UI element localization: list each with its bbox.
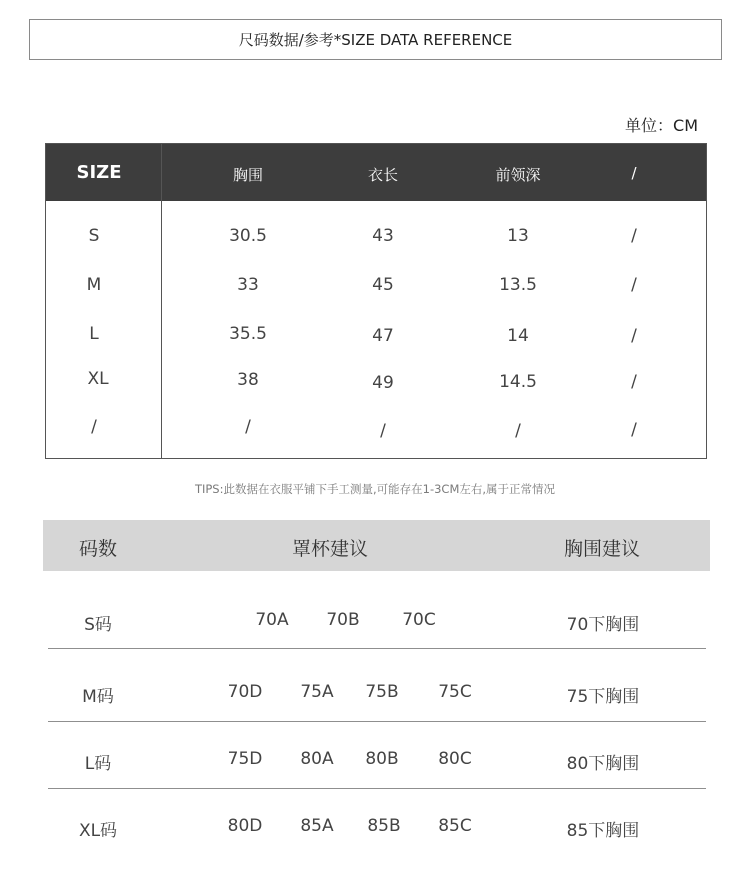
table-cell: 49 [372, 373, 394, 393]
bra-cup: 85C [438, 816, 472, 836]
header-cup-advice: 罩杯建议 [291, 538, 369, 560]
table-cell: 35.5 [229, 324, 267, 344]
page-title: 尺码数据/参考*SIZE DATA REFERENCE [238, 31, 513, 49]
bra-size: L码 [84, 754, 112, 774]
table-cell: / [245, 417, 251, 437]
table-cell: 13.5 [499, 275, 537, 295]
bra-size: XL码 [78, 821, 118, 841]
title-box [29, 19, 722, 60]
header-length: 衣长 [367, 166, 399, 184]
header-bust-advice: 胸围建议 [563, 538, 641, 560]
table-cell: / [91, 417, 97, 437]
bra-size: S码 [84, 615, 112, 635]
header-neck-depth: 前领深 [495, 166, 541, 184]
bra-cup: 75A [300, 682, 334, 702]
size-table [45, 143, 707, 459]
unit-label: 单位：CM [625, 116, 698, 135]
bra-band: 70下胸围 [566, 615, 640, 635]
table-cell: L [89, 324, 99, 344]
table-cell: / [631, 275, 637, 295]
bra-cup: 70D [227, 682, 263, 702]
row-divider [48, 648, 706, 649]
bra-cup: 75D [227, 749, 263, 769]
bra-cup: 75C [438, 682, 472, 702]
header-bust: 胸围 [232, 166, 264, 184]
table-cell: M [86, 275, 102, 295]
table-cell: 38 [237, 370, 259, 390]
bra-cup: 80D [227, 816, 263, 836]
table-cell: 14 [507, 326, 529, 346]
bra-size: M码 [82, 687, 114, 707]
table-cell: / [631, 420, 637, 440]
table-cell: 45 [372, 275, 394, 295]
header-blank: / [631, 164, 637, 182]
table-cell: / [631, 372, 637, 392]
size-table-header [46, 144, 706, 201]
bra-cup: 85A [300, 816, 334, 836]
row-divider [48, 788, 706, 789]
column-divider [161, 144, 162, 458]
table-cell: 13 [507, 226, 529, 246]
bra-cup: 70B [326, 610, 360, 630]
bra-band: 80下胸围 [566, 754, 640, 774]
bra-cup: 80C [438, 749, 472, 769]
table-cell: / [631, 326, 637, 346]
bra-cup: 75B [365, 682, 399, 702]
bra-cup: 85B [367, 816, 401, 836]
header-size-code: 码数 [78, 538, 118, 560]
table-cell: 43 [372, 226, 394, 246]
table-cell: 30.5 [229, 226, 267, 246]
bra-band: 85下胸围 [566, 821, 640, 841]
header-size: SIZE [76, 162, 122, 183]
bra-cup: 80A [300, 749, 334, 769]
row-divider [48, 721, 706, 722]
table-cell: / [515, 421, 521, 441]
bra-cup: 70C [402, 610, 436, 630]
table-cell: / [631, 226, 637, 246]
table-cell: XL [87, 369, 109, 389]
table-cell: 47 [372, 326, 394, 346]
bra-table-header [43, 520, 710, 571]
bra-cup: 80B [365, 749, 399, 769]
table-cell: / [380, 421, 386, 441]
bra-band: 75下胸围 [566, 687, 640, 707]
table-cell: 33 [237, 275, 259, 295]
bra-cup: 70A [255, 610, 289, 630]
table-cell: S [88, 226, 100, 246]
table-cell: 14.5 [499, 372, 537, 392]
tips-note: TIPS:此数据在衣服平铺下手工测量,可能存在1-3CM左右,属于正常情况 [194, 482, 556, 496]
